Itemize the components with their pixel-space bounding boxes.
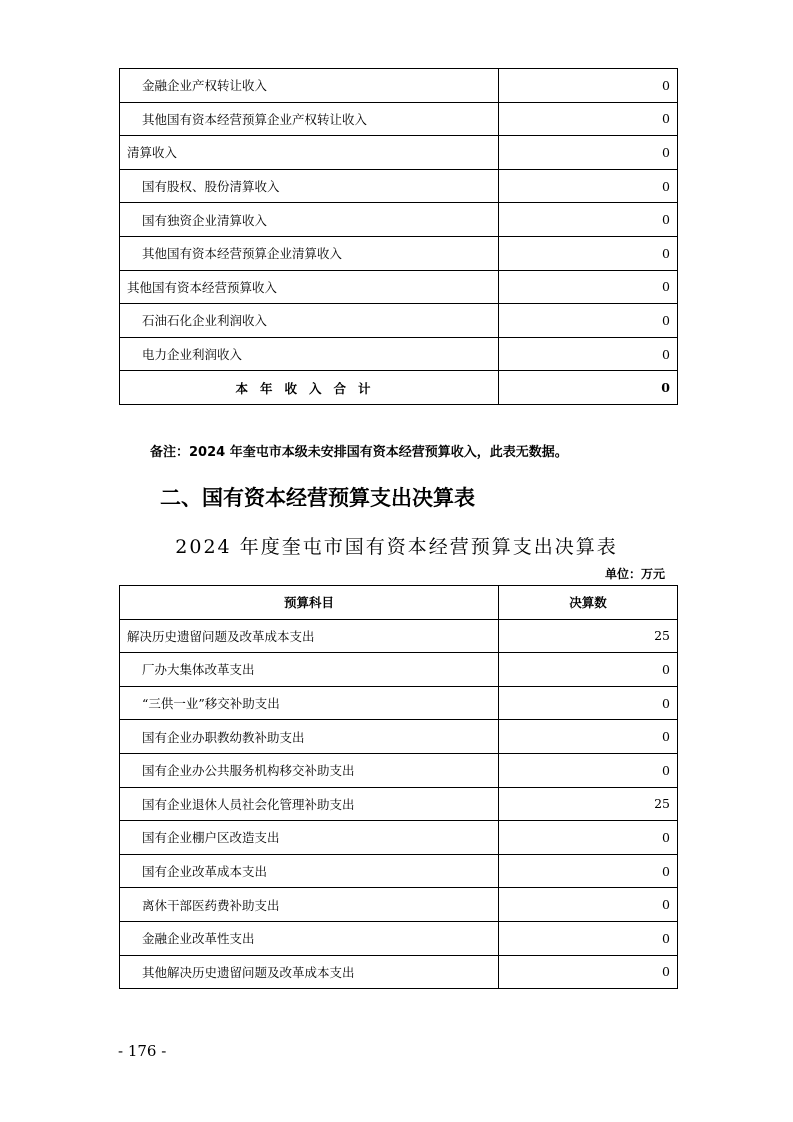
- table-row: [120, 102, 678, 136]
- row-value: 0: [499, 270, 678, 304]
- revenue-table: [119, 68, 678, 405]
- total-label: 本年收入合计: [120, 371, 499, 405]
- row-label: 清算收入: [120, 136, 499, 170]
- row-label: 金融企业改革性支出: [120, 921, 499, 955]
- row-value: 0: [499, 854, 678, 888]
- row-value: 0: [499, 337, 678, 371]
- row-label: 离休干部医药费补助支出: [120, 888, 499, 922]
- table-header-row: [120, 586, 678, 620]
- row-label: “三供一业”移交补助支出: [120, 686, 499, 720]
- page-number: - 176 -: [118, 1042, 167, 1060]
- row-value: 0: [499, 821, 678, 855]
- unit-label: 单位：万元: [604, 567, 665, 581]
- row-value: 0: [499, 888, 678, 922]
- table-row: [120, 337, 678, 371]
- row-label: 解决历史遗留问题及改革成本支出: [120, 619, 499, 653]
- row-label: 国有股权、股份清算收入: [120, 169, 499, 203]
- row-value: 0: [499, 236, 678, 270]
- row-value: 0: [499, 955, 678, 989]
- row-value: 0: [499, 203, 678, 237]
- table-row: [120, 203, 678, 237]
- row-value: 0: [499, 720, 678, 754]
- row-value: 0: [499, 921, 678, 955]
- table-row: [120, 236, 678, 270]
- row-value: 0: [499, 102, 678, 136]
- row-value: 0: [499, 686, 678, 720]
- row-value: 0: [499, 753, 678, 787]
- row-value: 25: [499, 619, 678, 653]
- row-label: 国有独资企业清算收入: [120, 203, 499, 237]
- row-value: 25: [499, 787, 678, 821]
- row-label: 国有企业办公共服务机构移交补助支出: [120, 753, 499, 787]
- row-value: 0: [499, 169, 678, 203]
- table-row: [120, 854, 678, 888]
- row-label: 厂办大集体改革支出: [120, 653, 499, 687]
- table-row: [120, 69, 678, 103]
- table-row: [120, 686, 678, 720]
- row-value: 0: [499, 136, 678, 170]
- row-label: 电力企业利润收入: [120, 337, 499, 371]
- row-label: 金融企业产权转让收入: [120, 69, 499, 103]
- row-label: 石油石化企业利润收入: [120, 304, 499, 338]
- row-label: 国有企业改革成本支出: [120, 854, 499, 888]
- column-header-amount: 决算数: [499, 586, 678, 620]
- row-value: 0: [499, 69, 678, 103]
- expenditure-table: [119, 585, 678, 989]
- row-label: 其他解决历史遗留问题及改革成本支出: [120, 955, 499, 989]
- table-row: [120, 720, 678, 754]
- table-row: [120, 619, 678, 653]
- table-row: [120, 653, 678, 687]
- section-heading: 二、国有资本经营预算支出决算表: [160, 486, 475, 510]
- table-row: [120, 955, 678, 989]
- total-value: 0: [499, 371, 678, 405]
- row-label: 国有企业办职教幼教补助支出: [120, 720, 499, 754]
- row-label: 国有企业棚户区改造支出: [120, 821, 499, 855]
- row-label: 其他国有资本经营预算企业产权转让收入: [120, 102, 499, 136]
- row-value: 0: [499, 304, 678, 338]
- row-label: 国有企业退休人员社会化管理补助支出: [120, 787, 499, 821]
- table-row: [120, 821, 678, 855]
- table-row: [120, 753, 678, 787]
- table-row: [120, 136, 678, 170]
- row-label: 其他国有资本经营预算企业清算收入: [120, 236, 499, 270]
- row-value: 0: [499, 653, 678, 687]
- column-header-subject: 预算科目: [120, 586, 499, 620]
- table-note: 备注：2024 年奎屯市本级未安排国有资本经营预算收入，此表无数据。: [150, 445, 568, 460]
- table-row: [120, 888, 678, 922]
- table-title: 2024 年度奎屯市国有资本经营预算支出决算表: [175, 536, 618, 558]
- total-row: [120, 371, 678, 405]
- table-row: [120, 921, 678, 955]
- table-row: [120, 304, 678, 338]
- table-row: [120, 787, 678, 821]
- row-label: 其他国有资本经营预算收入: [120, 270, 499, 304]
- table-row: [120, 270, 678, 304]
- table-row: [120, 169, 678, 203]
